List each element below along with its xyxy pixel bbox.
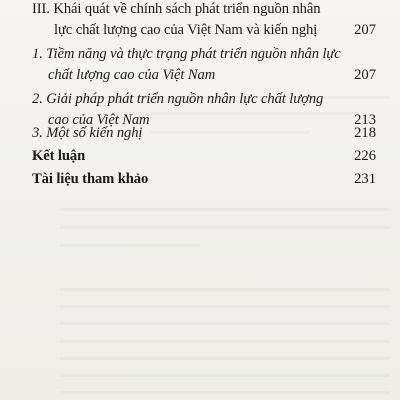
- toc-entry-line: 3. Một số kiến nghị: [32, 125, 143, 141]
- toc-entry-conclusion: [32, 146, 85, 167]
- toc-page-number: 207: [354, 22, 376, 38]
- toc-entry-line: lực chất lượng cao của Việt Nam và kiến nghị: [54, 22, 318, 38]
- toc-page-number: 226: [354, 148, 376, 164]
- toc-entry-item-1: [32, 44, 341, 86]
- toc-entry-line: cao của Việt Nam: [48, 112, 150, 128]
- toc-entry-line: 2. Giải pháp phát triển nguồn nhân lực chất lượng: [32, 91, 324, 107]
- toc-entry-line: III. Khái quát về chính sách phát triển nguồn nhân: [32, 1, 321, 17]
- toc-page-number: 207: [354, 67, 376, 83]
- toc-page-number: 218: [354, 125, 376, 141]
- toc-entry-references: [32, 169, 148, 190]
- toc-entry-line: chất lượng cao của Việt Nam: [48, 67, 216, 83]
- toc-entry-line: Tài liệu tham khảo: [32, 171, 149, 187]
- toc-entry-line: 1. Tiềm năng và thực trạng phát triển nguồn nhân lực: [32, 46, 341, 62]
- toc-entry-line: Kết luận: [32, 148, 86, 164]
- toc-page-number: 231: [354, 171, 376, 187]
- toc-entry-item-3: [32, 123, 142, 144]
- toc-page-number: 213: [354, 112, 376, 128]
- toc-entry-section-iii: [32, 0, 320, 41]
